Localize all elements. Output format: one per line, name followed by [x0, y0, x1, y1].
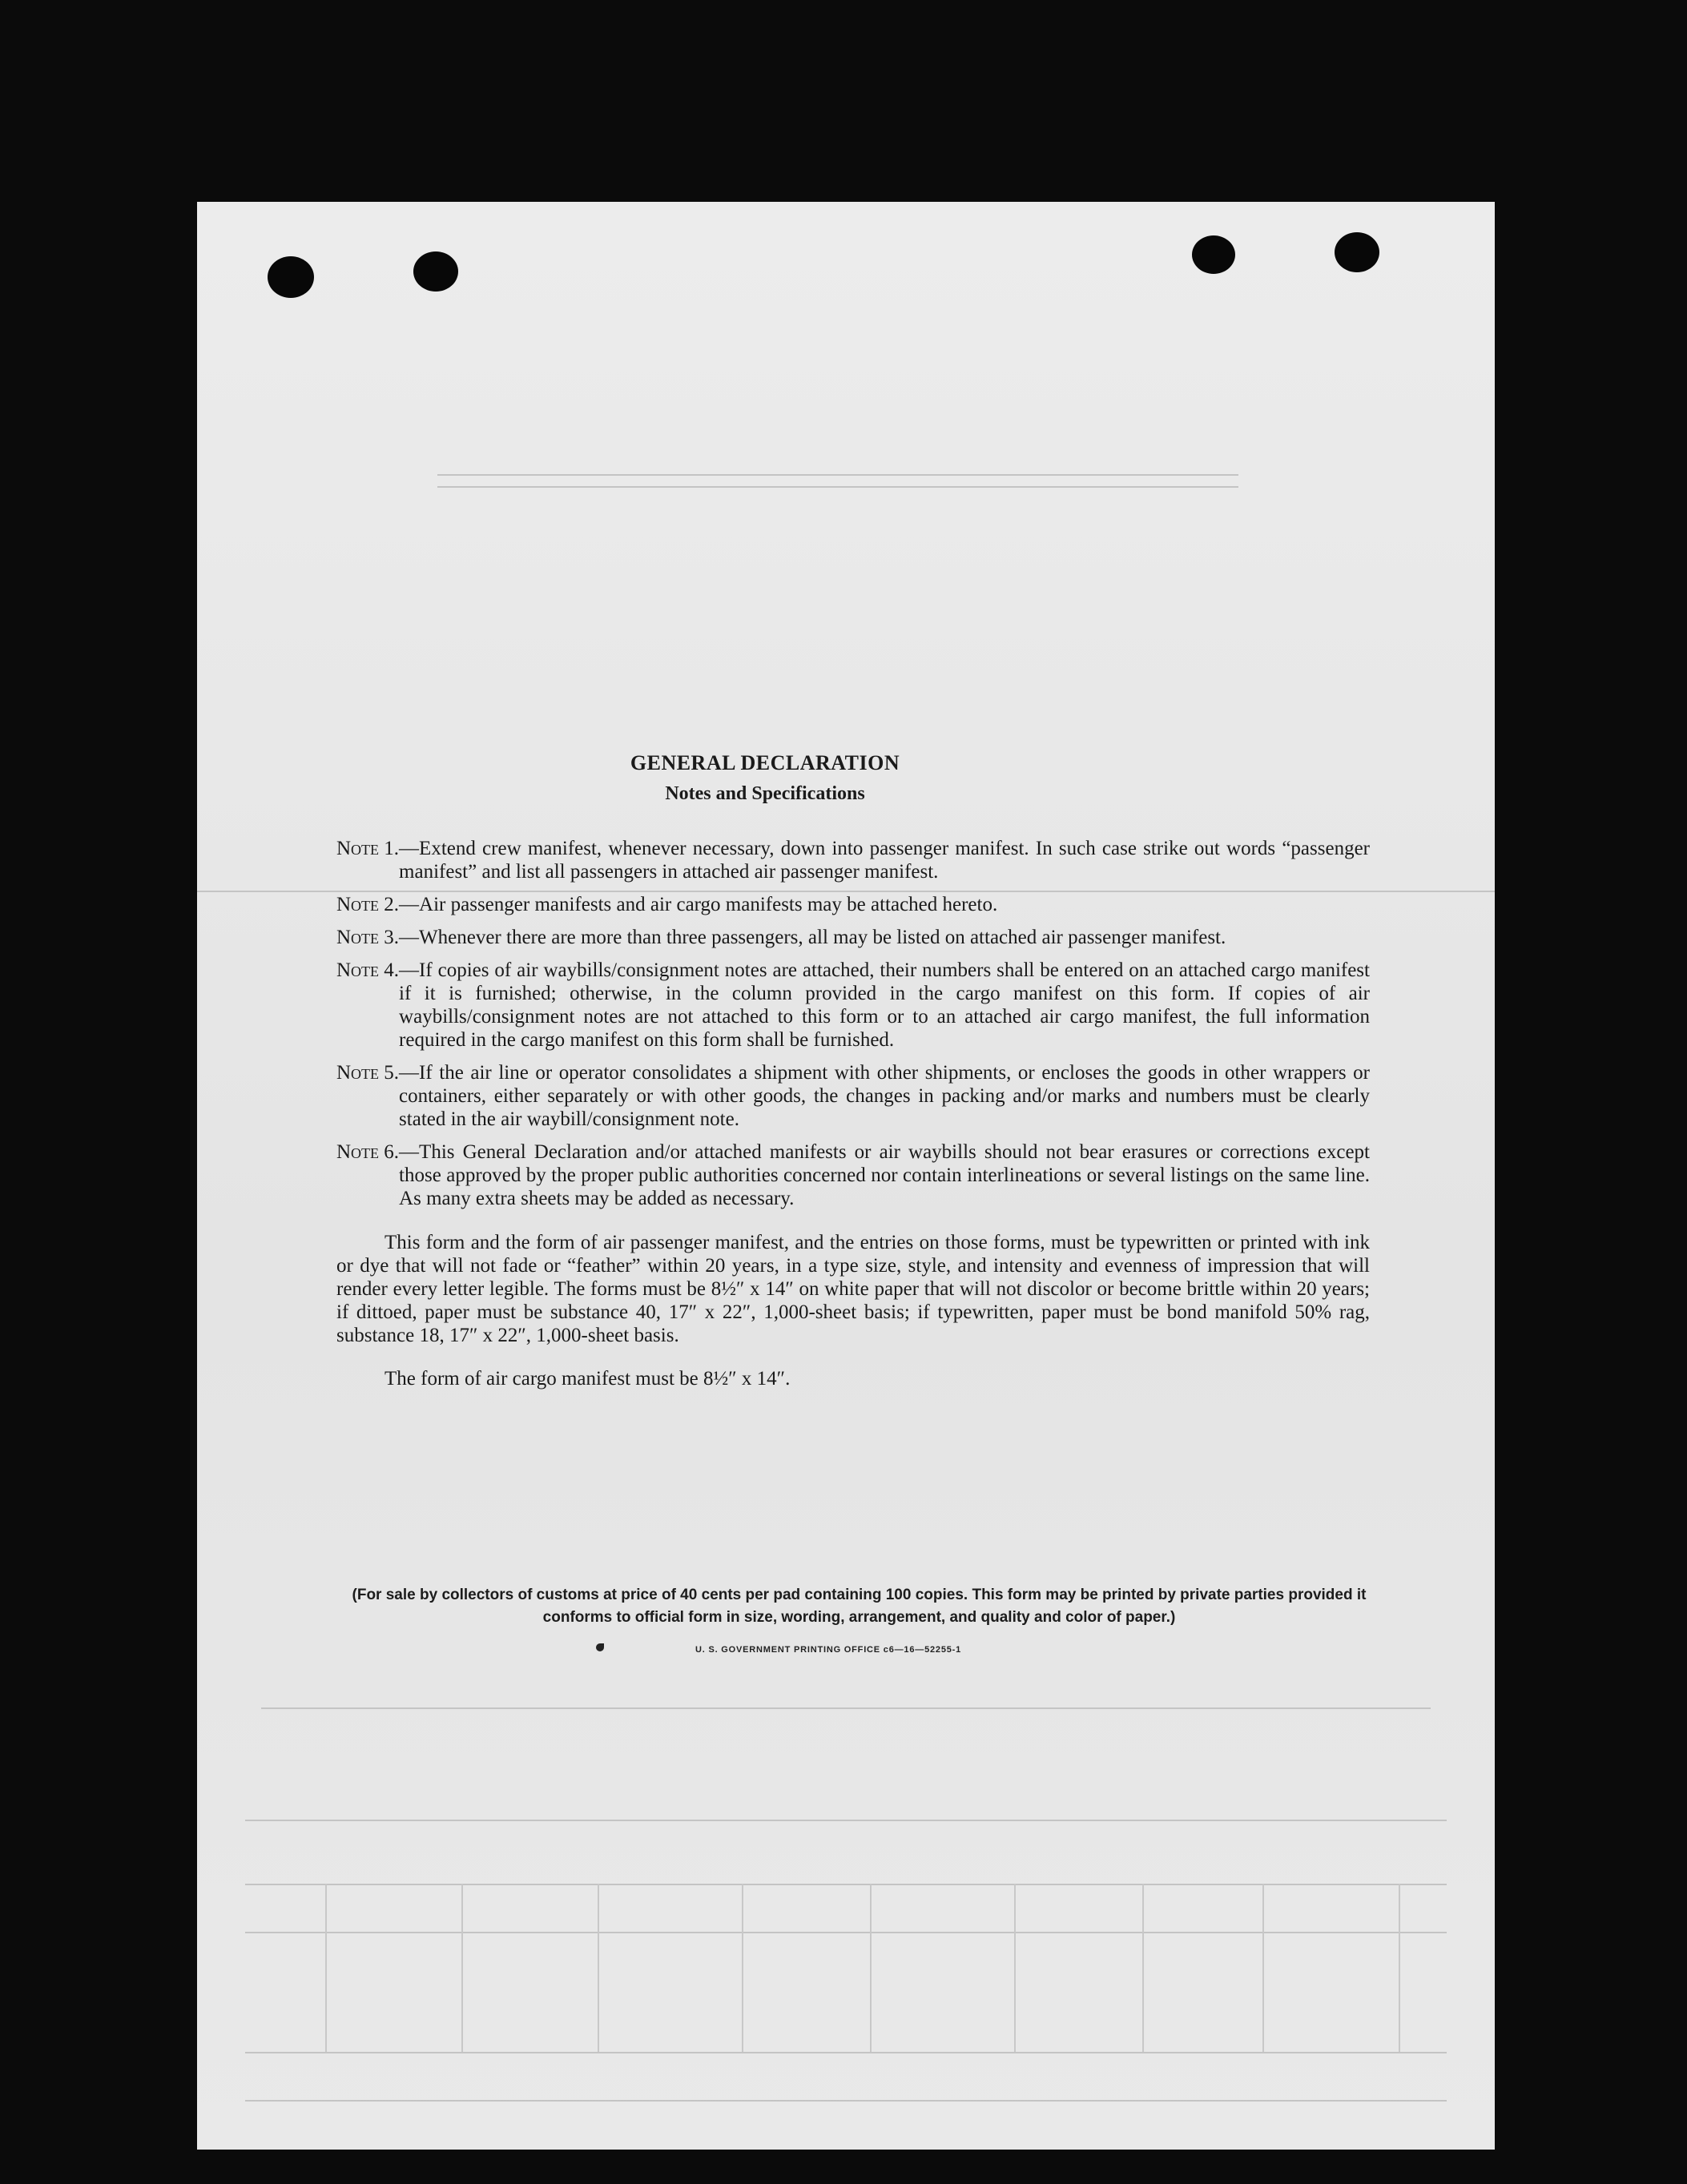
note-5: [336, 1061, 1370, 1131]
note-4: [336, 959, 1370, 1052]
note-text: —This General Declaration and/or attached manifests or air waybills should not bear erasures or corrections except those approved by the proper public authorities concerned nor contain interlineations or several listings on the same line. As many extra sheets may be added as necessary.: [399, 1141, 1370, 1209]
punch-hole-right-2: [1335, 232, 1379, 272]
note-text: —Air passenger manifests and air cargo manifests may be attached hereto.: [399, 894, 998, 915]
note-1: [336, 837, 1370, 883]
page-title: GENERAL DECLARATION: [630, 751, 900, 774]
punch-hole-right-1: [1192, 235, 1235, 274]
note-label: Note 1.: [336, 838, 400, 859]
note-2: [336, 893, 1370, 916]
cargo-manifest-size-note: The form of air cargo manifest must be 8½″ x 14″.: [385, 1368, 791, 1390]
note-6: [336, 1140, 1370, 1210]
printing-office-imprint: U. S. GOVERNMENT PRINTING OFFICE c6—16—52255-1: [695, 1645, 962, 1655]
note-text: —Whenever there are more than three passengers, all may be listed on attached air passenger manifest.: [399, 927, 1226, 948]
note-text: —Extend crew manifest, whenever necessary, down into passenger manifest. In such case strike out words “passenger manifest” and list all passengers in attached air passenger manifest.: [399, 838, 1370, 883]
note-label: Note 2.: [336, 894, 400, 915]
note-label: Note 6.: [336, 1141, 400, 1163]
note-label: Note 4.: [336, 959, 400, 981]
notes-list: [336, 837, 1370, 1210]
note-label: Note 3.: [336, 927, 400, 948]
imprint-mark: [596, 1643, 604, 1651]
note-text: —If the air line or operator consolidates a shipment with other shipments, or encloses the goods in other wrappers or containers, either separately or with other goods, the changes in packing and/or marks and numbers must be clearly stated in the air waybill/consignment note.: [399, 1062, 1370, 1130]
notes-section: [336, 751, 1370, 1410]
page-subtitle: Notes and Specifications: [665, 783, 865, 804]
punch-hole-left-2: [413, 251, 458, 292]
note-3: [336, 926, 1370, 949]
note-label: Note 5.: [336, 1062, 400, 1084]
sale-notice: (For sale by collectors of customs at price of 40 cents per pad containing 100 copies. This form may be printed by private parties provided it conforms to official form in size, wording, arrangement, and quality and color of paper.): [352, 1587, 1367, 1626]
note-text: —If copies of air waybills/consignment notes are attached, their numbers shall be entered on an attached cargo manifest if it is furnished; otherwise, in the column provided in the cargo manifest on this form. If copies of air waybills/consignment notes are not attached to this form or to an attached air cargo manifest, the full information required in the cargo manifest on this form shall be furnished.: [399, 959, 1370, 1051]
punch-hole-left-1: [268, 256, 314, 298]
specifications-paragraph: This form and the form of air passenger manifest, and the entries on those forms, must be typewritten or printed with ink or dye that will not fade or “feather” within 20 years, in a type size, style, and intensity and evenness of impression that will render every letter legible. The forms must be 8½″ x 14″ on white paper that will not discolor or become brittle within 20 years; if dittoed, paper must be substance 40, 17″ x 22″, 1,000-sheet basis; if typewritten, paper must be bond manifold 50% rag, substance 18, 17″ x 22″, 1,000-sheet basis.: [336, 1232, 1370, 1346]
